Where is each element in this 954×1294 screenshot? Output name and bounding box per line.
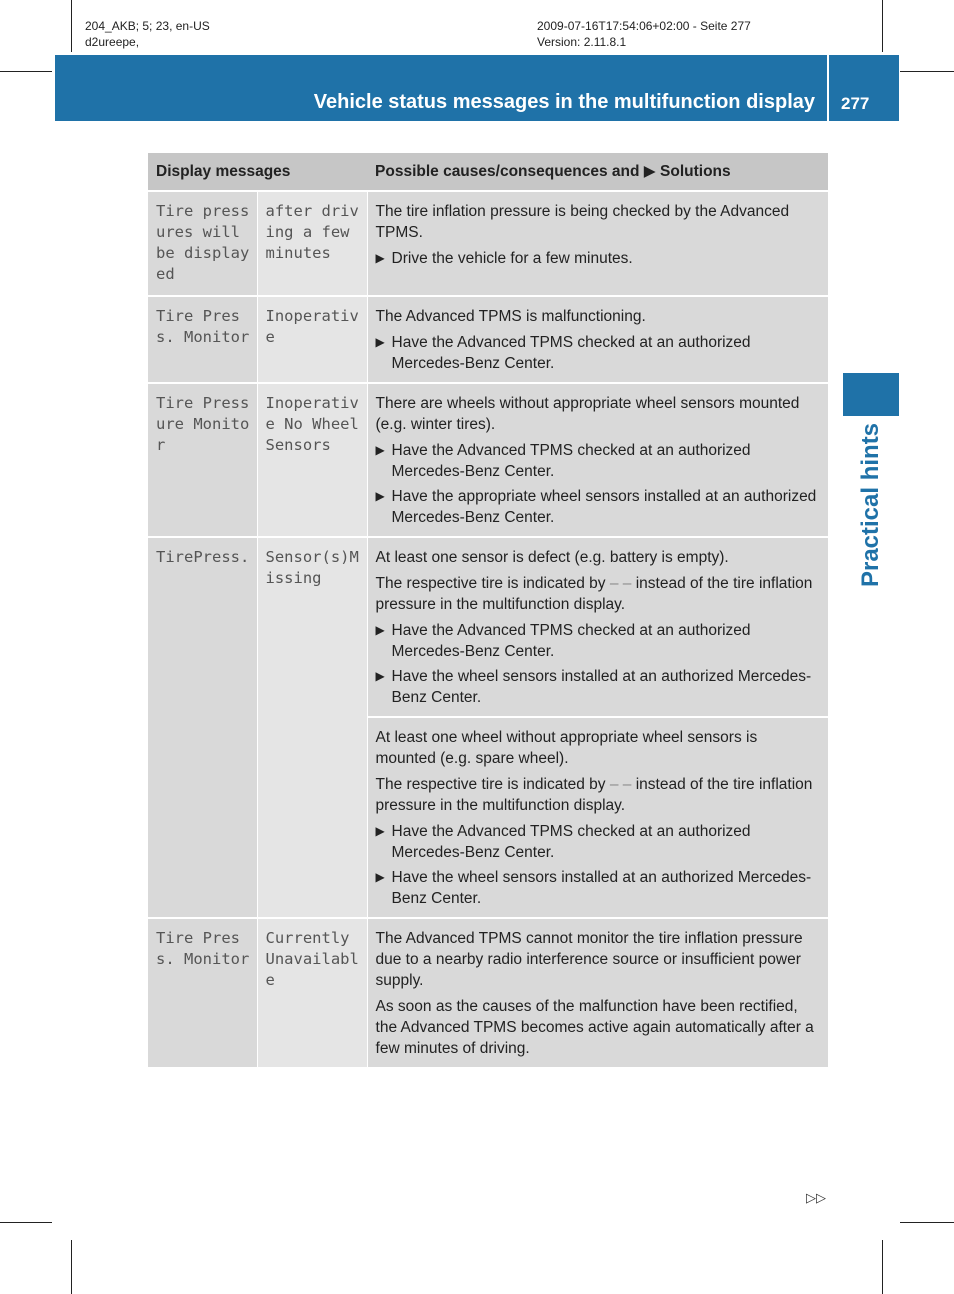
meta-line: 2009-07-16T17:54:06+02:00 - Seite 277 [537,19,751,33]
solution-cell [367,383,828,537]
page-title: Vehicle status messages in the multifunction display [313,91,815,113]
bullet-text: Have the appropriate wheel sensors installed at an authorized Mercedes-Benz Center. [391,488,817,526]
chapter-label: Practical hints [857,422,884,588]
solution-bullet [376,486,821,528]
solution-bullet [376,821,821,863]
bullet-arrow-icon: ▶ [375,443,385,457]
crop-mark [882,1240,883,1294]
section-header [55,55,899,121]
table-row [148,537,828,717]
solution-bullet [376,620,821,662]
bullet-arrow-icon: ▶ [375,824,385,838]
table-row [148,918,828,1068]
bullet-arrow-icon: ▶ [375,870,385,884]
solution-cell [367,191,828,296]
cause-text: At least one wheel without appropriate wheel sensors is mounted (e.g. spare wheel). [375,729,758,767]
cause-text: As soon as the causes of the malfunction have been rectified, the Advanced TPMS becomes active again automatically after a few minutes of driving. [375,998,814,1057]
display-message-line2: Inoperative No Wheel Sensors [257,383,367,537]
display-message-line1: Tire Press. Monitor [148,918,257,1068]
column-header-solutions: Possible causes/consequences and ▶ Solutions [367,153,828,191]
bullet-arrow-icon: ▶ [375,623,385,637]
cause-text: The tire inflation pressure is being checked by the Advanced TPMS. [375,203,790,241]
solution-bullet [376,666,821,708]
crop-mark [0,71,52,72]
solution-cell [367,918,828,1068]
status-messages-table [148,153,828,1069]
crop-mark [71,0,72,52]
crop-mark [900,1222,954,1223]
chapter-tab [843,373,899,416]
crop-mark [900,71,954,72]
indication-text: The respective tire is indicated by – – instead of the tire inflation pressure in the multifunction display. [375,575,813,613]
dash-indicator: – – [609,776,632,793]
display-message-line1: TirePress. [148,537,257,918]
display-message-line2: Sensor(s)Missing [257,537,367,918]
bullet-text: Have the Advanced TPMS checked at an authorized Mercedes-Benz Center. [391,442,751,480]
bullet-arrow-icon: ▶ [375,251,385,265]
table-row [148,383,828,537]
bullet-arrow-icon: ▶ [375,669,385,683]
bullet-text: Have the wheel sensors installed at an authorized Mercedes-Benz Center. [391,668,812,706]
bullet-text: Have the Advanced TPMS checked at an authorized Mercedes-Benz Center. [391,622,751,660]
indication-text: The respective tire is indicated by – – instead of the tire inflation pressure in the multifunction display. [375,776,813,814]
meta-line: d2ureepe, [85,35,140,49]
solution-cell [367,537,828,717]
column-header-messages: Display messages [148,153,367,191]
display-message-line1: Tire Press. Monitor [148,296,257,383]
print-meta-right [537,18,751,50]
solution-cell [367,717,828,918]
page-number: 277 [841,94,870,113]
solution-bullet [376,248,821,269]
display-message-line1: Tire Pressure Monitor [148,383,257,537]
bullet-text: Have the Advanced TPMS checked at an authorized Mercedes-Benz Center. [391,823,751,861]
crop-mark [71,1240,72,1294]
cause-text: The Advanced TPMS is malfunctioning. [375,308,646,325]
cause-text: There are wheels without appropriate wheel sensors mounted (e.g. winter tires). [375,395,800,433]
display-message-line2: after driving a few minutes [257,191,367,296]
table-row [148,296,828,383]
table-header-row [148,153,828,191]
cause-text: At least one sensor is defect (e.g. battery is empty). [375,549,729,566]
meta-line: 204_AKB; 5; 23, en-US [85,19,210,33]
crop-mark [0,1222,52,1223]
bullet-text: Have the Advanced TPMS checked at an authorized Mercedes-Benz Center. [391,334,751,372]
meta-line: Version: 2.11.8.1 [537,35,627,49]
continue-icon: ▷▷ [806,1190,826,1205]
bullet-arrow-icon: ▶ [375,489,385,503]
bullet-text: Have the wheel sensors installed at an authorized Mercedes-Benz Center. [391,869,812,907]
solution-cell [367,296,828,383]
bullet-text: Drive the vehicle for a few minutes. [391,250,633,267]
display-message-line1: Tire pressures will be displayed [148,191,257,296]
header-divider [827,55,829,121]
crop-mark [882,0,883,52]
dash-indicator: – – [609,575,632,592]
table-row [148,191,828,296]
solution-bullet [376,440,821,482]
bullet-arrow-icon: ▶ [375,335,385,349]
display-message-line2: Inoperative [257,296,367,383]
cause-text: The Advanced TPMS cannot monitor the tire inflation pressure due to a nearby radio interference source or insufficient power supply. [375,930,803,989]
display-message-line2: Currently Unavailable [257,918,367,1068]
print-meta-left [85,18,210,50]
solution-bullet [376,332,821,374]
solution-bullet [376,867,821,909]
